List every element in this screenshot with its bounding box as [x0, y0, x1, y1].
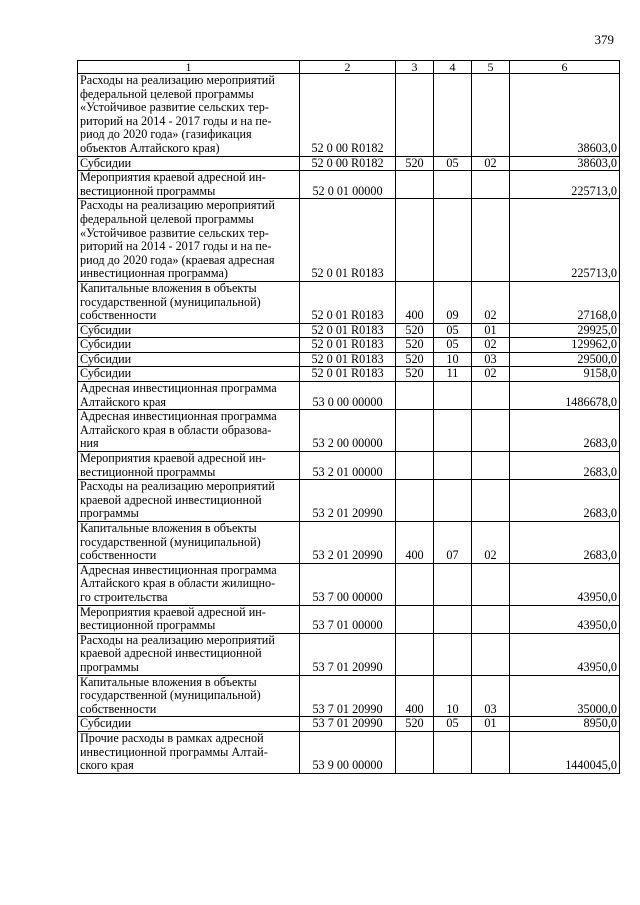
section-code: 05	[434, 156, 472, 171]
description-line: Субсидии	[80, 366, 132, 381]
expense-description	[78, 410, 300, 452]
description-line: инвестиционной программы Алтай-	[80, 744, 268, 759]
target-article-code: 52 0 01 00000	[300, 171, 396, 199]
description-line: риод до 2020 года» (краевая адресная	[80, 252, 275, 267]
amount: 35000,0	[510, 675, 620, 717]
description-line: вестиционной программы	[80, 618, 216, 633]
amount: 129962,0	[510, 338, 620, 353]
expense-description	[78, 338, 300, 353]
amount: 1440045,0	[510, 731, 620, 773]
description-line: Мероприятия краевой адресной ин-	[80, 451, 266, 466]
section-code	[434, 199, 472, 282]
description-line: собственности	[80, 308, 157, 323]
section-code: 05	[434, 323, 472, 338]
target-article-code: 52 0 00 R0182	[300, 156, 396, 171]
expense-description	[78, 633, 300, 675]
target-article-code: 53 9 00 00000	[300, 731, 396, 773]
expense-type-code	[396, 633, 434, 675]
description-line: «Устойчивое развитие сельских тер-	[80, 100, 269, 115]
amount: 27168,0	[510, 281, 620, 323]
amount: 38603,0	[510, 156, 620, 171]
expense-type-code	[396, 731, 434, 773]
table-row	[78, 323, 620, 338]
amount: 43950,0	[510, 563, 620, 605]
subsection-code	[472, 171, 510, 199]
subsection-code: 01	[472, 323, 510, 338]
target-article-code: 52 0 01 R0183	[300, 323, 396, 338]
section-code: 10	[434, 675, 472, 717]
amount: 2683,0	[510, 452, 620, 480]
table-row	[78, 338, 620, 353]
table-row	[78, 281, 620, 323]
amount: 2683,0	[510, 410, 620, 452]
section-code	[434, 605, 472, 633]
expense-description	[78, 281, 300, 323]
target-article-code: 53 2 01 20990	[300, 522, 396, 564]
amount: 225713,0	[510, 171, 620, 199]
description-line: Алтайского края в области жилищно-	[80, 576, 276, 591]
description-line: Адресная инвестиционная программа	[80, 381, 277, 396]
page-number: 379	[594, 32, 614, 47]
description-line: ского края	[80, 758, 134, 773]
amount: 43950,0	[510, 605, 620, 633]
subsection-code	[472, 563, 510, 605]
subsection-code	[472, 382, 510, 410]
section-code	[434, 74, 472, 157]
description-line: риторий на 2014 - 2017 годы и на пе-	[80, 113, 272, 128]
subsection-code: 02	[472, 281, 510, 323]
column-header: 2	[300, 61, 396, 74]
description-line: Капитальные вложения в объекты	[80, 280, 257, 295]
description-line: вестиционной программы	[80, 464, 216, 479]
column-number-row	[78, 61, 620, 74]
description-line: государственной (муниципальной)	[80, 688, 261, 703]
description-line: программы	[80, 506, 139, 521]
target-article-code: 53 2 01 20990	[300, 480, 396, 522]
subsection-code	[472, 633, 510, 675]
description-line: государственной (муниципальной)	[80, 294, 261, 309]
target-article-code: 53 7 01 00000	[300, 605, 396, 633]
subsection-code	[472, 731, 510, 773]
target-article-code: 53 7 01 20990	[300, 717, 396, 732]
table-row	[78, 522, 620, 564]
expense-type-code	[396, 74, 434, 157]
description-line: Капитальные вложения в объекты	[80, 674, 257, 689]
section-code	[434, 382, 472, 410]
section-code	[434, 171, 472, 199]
amount: 2683,0	[510, 480, 620, 522]
expense-type-code: 400	[396, 522, 434, 564]
expense-description	[78, 480, 300, 522]
description-line: Мероприятия краевой адресной ин-	[80, 170, 266, 185]
description-line: Капитальные вложения в объекты	[80, 521, 257, 535]
section-code: 10	[434, 352, 472, 367]
table-row	[78, 382, 620, 410]
table-row	[78, 410, 620, 452]
expense-description	[78, 675, 300, 717]
target-article-code: 53 7 01 20990	[300, 675, 396, 717]
amount: 29500,0	[510, 352, 620, 367]
expense-type-code: 520	[396, 323, 434, 338]
section-code: 05	[434, 338, 472, 353]
amount: 29925,0	[510, 323, 620, 338]
column-header: 4	[434, 61, 472, 74]
table-row	[78, 74, 620, 157]
expense-type-code: 400	[396, 281, 434, 323]
table-row	[78, 156, 620, 171]
column-header: 1	[78, 61, 300, 74]
table-row	[78, 199, 620, 282]
description-line: краевой адресной инвестиционной	[80, 646, 262, 661]
target-article-code: 53 2 01 00000	[300, 452, 396, 480]
target-article-code: 53 7 00 00000	[300, 563, 396, 605]
description-line: го строительства	[80, 589, 168, 604]
table-row	[78, 717, 620, 732]
expense-type-code: 520	[396, 367, 434, 382]
expense-description	[78, 452, 300, 480]
description-line: Алтайского края в области образова-	[80, 422, 272, 437]
expense-type-code: 520	[396, 717, 434, 732]
description-line: Субсидии	[80, 337, 132, 352]
target-article-code: 52 0 01 R0183	[300, 352, 396, 367]
subsection-code: 01	[472, 717, 510, 732]
section-code	[434, 452, 472, 480]
expense-type-code	[396, 605, 434, 633]
table-row	[78, 171, 620, 199]
column-header: 6	[510, 61, 620, 74]
table-row	[78, 731, 620, 773]
amount: 1486678,0	[510, 382, 620, 410]
description-line: Мероприятия краевой адресной ин-	[80, 604, 266, 619]
description-line: инвестиционная программа)	[80, 266, 228, 281]
expense-description	[78, 199, 300, 282]
expense-description	[78, 731, 300, 773]
expense-description	[78, 522, 300, 564]
table-row	[78, 480, 620, 522]
description-line: Расходы на реализацию мероприятий	[80, 198, 275, 213]
amount: 2683,0	[510, 522, 620, 564]
expense-description	[78, 382, 300, 410]
budget-table	[77, 60, 620, 774]
description-line: Расходы на реализацию мероприятий	[80, 632, 275, 647]
subsection-code	[472, 410, 510, 452]
description-line: Субсидии	[80, 322, 132, 337]
target-article-code: 53 7 01 20990	[300, 633, 396, 675]
subsection-code	[472, 452, 510, 480]
subsection-code: 03	[472, 675, 510, 717]
description-line: вестиционной программы	[80, 183, 216, 198]
description-line: Расходы на реализацию мероприятий	[80, 479, 275, 494]
subsection-code: 03	[472, 352, 510, 367]
section-code: 09	[434, 281, 472, 323]
expense-description	[78, 605, 300, 633]
expense-type-code	[396, 563, 434, 605]
expense-description	[78, 171, 300, 199]
section-code	[434, 731, 472, 773]
expense-description	[78, 717, 300, 732]
description-line: собственности	[80, 548, 157, 563]
description-line: государственной (муниципальной)	[80, 534, 261, 549]
target-article-code: 53 0 00 00000	[300, 382, 396, 410]
amount: 9158,0	[510, 367, 620, 382]
subsection-code	[472, 199, 510, 282]
expense-description	[78, 156, 300, 171]
expense-type-code	[396, 171, 434, 199]
expense-type-code	[396, 199, 434, 282]
amount: 8950,0	[510, 717, 620, 732]
subsection-code	[472, 480, 510, 522]
amount: 43950,0	[510, 633, 620, 675]
amount: 225713,0	[510, 199, 620, 282]
table-row	[78, 352, 620, 367]
description-line: Субсидии	[80, 155, 132, 170]
expense-type-code	[396, 452, 434, 480]
column-header: 3	[396, 61, 434, 74]
target-article-code: 52 0 01 R0183	[300, 199, 396, 282]
expense-description	[78, 563, 300, 605]
target-article-code: 52 0 00 R0182	[300, 74, 396, 157]
expense-type-code	[396, 410, 434, 452]
table-row	[78, 605, 620, 633]
target-article-code: 53 2 00 00000	[300, 410, 396, 452]
description-line: федеральной целевой программы	[80, 211, 254, 226]
section-code: 05	[434, 717, 472, 732]
subsection-code: 02	[472, 367, 510, 382]
expense-type-code: 520	[396, 156, 434, 171]
expense-description	[78, 74, 300, 157]
expense-type-code	[396, 382, 434, 410]
expense-description	[78, 323, 300, 338]
target-article-code: 52 0 01 R0183	[300, 281, 396, 323]
description-line: Алтайского края	[80, 394, 166, 409]
description-line: Расходы на реализацию мероприятий	[80, 73, 275, 87]
expense-type-code: 520	[396, 338, 434, 353]
description-line: объектов Алтайского края)	[80, 140, 220, 155]
table-row	[78, 367, 620, 382]
section-code: 11	[434, 367, 472, 382]
expense-type-code: 520	[396, 352, 434, 367]
description-line: риторий на 2014 - 2017 годы и на пе-	[80, 239, 272, 254]
target-article-code: 52 0 01 R0183	[300, 367, 396, 382]
description-line: Субсидии	[80, 351, 132, 366]
description-line: Субсидии	[80, 716, 132, 731]
table-row	[78, 452, 620, 480]
section-code	[434, 563, 472, 605]
subsection-code: 02	[472, 338, 510, 353]
expense-description	[78, 352, 300, 367]
description-line: Прочие расходы в рамках адресной	[80, 730, 264, 745]
expense-type-code: 400	[396, 675, 434, 717]
subsection-code: 02	[472, 522, 510, 564]
description-line: Адресная инвестиционная программа	[80, 409, 277, 424]
table-row	[78, 563, 620, 605]
description-line: риод до 2020 года» (газификация	[80, 127, 252, 142]
subsection-code	[472, 605, 510, 633]
target-article-code: 52 0 01 R0183	[300, 338, 396, 353]
section-code	[434, 480, 472, 522]
section-code	[434, 410, 472, 452]
expense-description	[78, 367, 300, 382]
description-line: ния	[80, 436, 99, 451]
section-code: 07	[434, 522, 472, 564]
description-line: программы	[80, 659, 139, 674]
subsection-code: 02	[472, 156, 510, 171]
description-line: федеральной целевой программы	[80, 86, 254, 101]
column-header: 5	[472, 61, 510, 74]
description-line: Адресная инвестиционная программа	[80, 562, 277, 577]
table-row	[78, 633, 620, 675]
expense-type-code	[396, 480, 434, 522]
subsection-code	[472, 74, 510, 157]
table-row	[78, 675, 620, 717]
description-line: собственности	[80, 701, 157, 716]
description-line: «Устойчивое развитие сельских тер-	[80, 225, 269, 240]
section-code	[434, 633, 472, 675]
description-line: краевой адресной инвестиционной	[80, 492, 262, 507]
amount: 38603,0	[510, 74, 620, 157]
